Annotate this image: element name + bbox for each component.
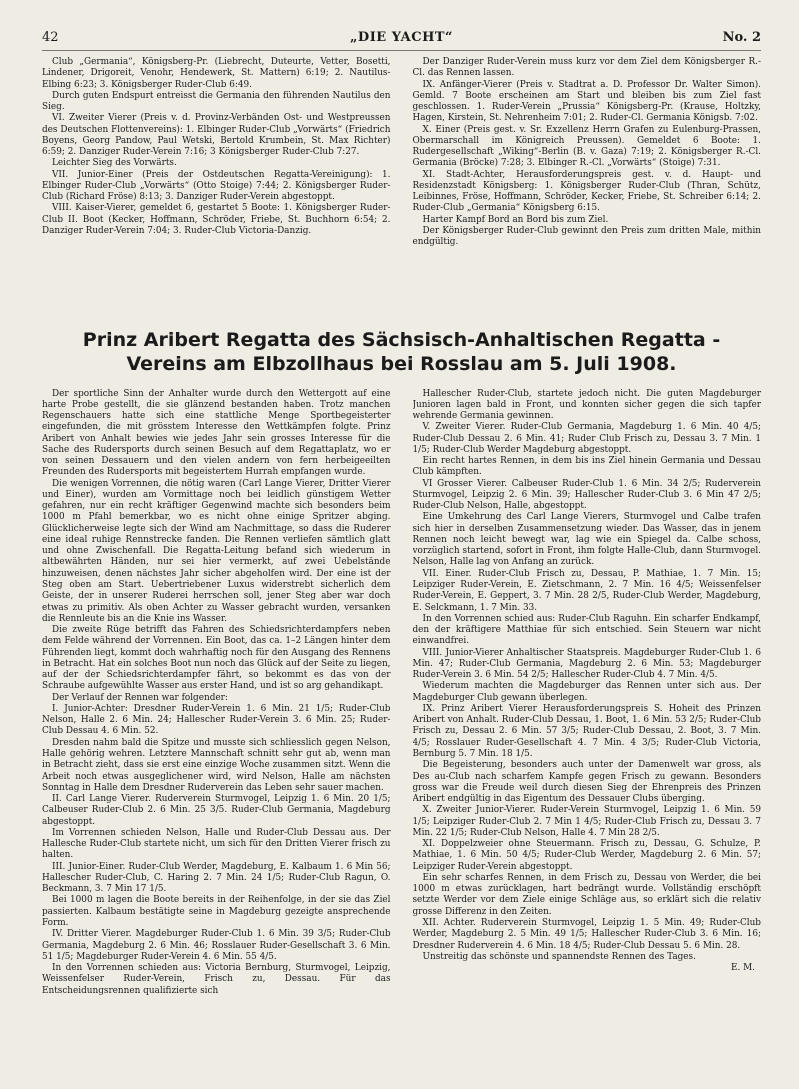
issue-number: No. 2 — [722, 30, 761, 45]
paragraph: Wiederum machten die Magdeburger das Rennen unter sich aus. Der Magdeburger Club gewann überlegen. — [412, 681, 761, 703]
paragraph: Club „Germania“, Königsberg-Pr. (Liebrecht, Duteurte, Vetter, Bosetti, Lindener, Drigoreit, Venohr, Hendewerk, St. Mattern) 6:19; 2. Nautilus-Elbing 6:23; 3. Königsberger Ruder-Club 6:49. — [42, 57, 391, 90]
paragraph: Durch guten Endspurt entreisst die Germania den führenden Nautilus den Sieg. — [42, 90, 391, 113]
page-header — [42, 28, 761, 51]
bottom-right-column — [413, 389, 762, 1089]
paragraph: VI Grosser Vierer. Calbeuser Ruder-Club 1. 6 Min. 34 2/5; Ruderverein Sturmvogel, Leipzig 2. 6 Min. 39; Hallescher Ruder-Club 3. 6 Min 47 2/5; Ruder-Club Nelson, Halle, abgestoppt. — [412, 478, 761, 512]
paragraph: Die zweite Rüge betrifft das Fahren des Schiedsrichterdampfers neben dem Felde während der Vorrennen. Ein Boot, das ca. 1–2 Längen hinter dem Führenden liegt, kommt doch wahrhaftig noch für den Ausgang des Rennens in Betracht. Hat ein solches Boot nun noch das Glück auf der Seite zu liegen, auf der der Schiedsrichterdampfer fährt, so bekommt es das von der Schraube aufgewühlte Wasser aus erster Hand, und ist so arg gehandikapt. — [42, 625, 391, 692]
top-right-column — [413, 57, 762, 315]
paragraph: Der Verlauf der Rennen war folgender: — [52, 692, 228, 703]
paragraph: I. Junior-Achter: Dresdner Ruder-Verein 1. 6 Min. 21 1/5; Ruder-Club Nelson, Halle 2. 6 Min. 24; Hallescher Ruder-Verein 3. 6 Min. 25; Ruder-Club Dessau 4. 6 Min. 52. — [42, 703, 391, 737]
paragraph: VII. Junior-Einer (Preis der Ostdeutschen Regatta-Vereinigung): 1. Elbinger Ruder-Club „Vorwärts“ (Otto Stoige) 7:44; 2. Königsberger Ruder-Club (Richard Fröse) 8:13; 3. Danziger Ruder-Verein abgestoppt. — [42, 169, 391, 203]
paragraph: In den Vorrennen schied aus: Ruder-Club Raguhn. Ein scharfer Endkampf, den der kräftigere Matthiae für sich entschied. Sein Steuern war nicht einwandfrei. — [412, 613, 761, 647]
paragraph: XI. Doppelzweier ohne Steuermann. Frisch zu, Dessau, G. Schulze, P. Mathiae, 1. 6 Min. 50 4/5; Ruder-Club Werder, Magdeburg 2. 6 Min. 57; Leipziger Ruder-Verein abgestoppt. — [412, 839, 761, 872]
paragraph: Dresden nahm bald die Spitze und musste sich schliesslich gegen Nelson, Halle gehörig wehren. Letztere Mannschaft schnitt sehr gut ab, wenn man in Betracht zieht, dass sie erst eine einzige Woche zusammen sitzt. Wenn die Arbeit noch etwas ausgeglichener wird, wird Nelson, Halle am nächsten Sonntag in Halle dem Dresdner Ruderverein das Leben sehr sauer machen. — [42, 737, 391, 793]
page-number: 42 — [42, 30, 59, 45]
bottom-left-column — [42, 389, 391, 1089]
magazine-title: „DIE YACHT“ — [349, 30, 454, 45]
paragraph: Bei 1000 m lagen die Boote bereits in der Reihenfolge, in der sie das Ziel passierten. Kalbaum bestätigte seine in Magdeburg gezeigte ansprechende Form. — [42, 895, 391, 928]
article-headline: Prinz Aribert Regatta des Sächsisch-Anhaltischen Regatta - Vereins am Elbzollhaus bei Rosslau am 5. Juli 1908. — [82, 329, 721, 375]
paragraph: Im Vorrennen schieden Nelson, Halle und Ruder-Club Dessau aus. Der Hallesche Ruder-Club startete nicht, um sich für den Dritten Vierer frisch zu halten. — [42, 827, 391, 861]
paragraph: Hallescher Ruder-Club, startete jedoch nicht. Die guten Magdeburger Junioren lagen bald in Front, und konnten sicher gegen die sich tapfer wehrende Germania gewinnen. — [412, 388, 761, 422]
paragraph: Der sportliche Sinn der Anhalter wurde durch den Wettergott auf eine harte Probe gestellt, die sie glänzend bestanden haben. Trotz manchen Regenschauers hatte sich eine stattliche Menge Sportbegeisterter eingefunden, die mit grösstem Interesse den Wettkämpfen folgte. Prinz Aribert von Anhalt bewies wie jedes Jahr sein grosses Interesse für die Sache des Rudersports durch seinen Besuch auf dem Regattaplatz, wo er von seinen Dessauern und den vielen andern von fern herbeigeeilten Freunden des Rudersports mit begeistertem Hurrah empfangen wurde. — [42, 388, 391, 478]
paragraph: VII. Einer. Ruder-Club Frisch zu, Dessau, P. Mathiae, 1. 7 Min. 15; Leipziger Ruder-Verein, E. Zietschmann, 2. 7 Min. 16 4/5; Weissenfelser Ruder-Verein, E. Geppert, 3. 7 Min. 28 2/5, Ruder-Club Werder, Magdeburg, E. Selckmann, 1. 7 Min. 33. — [412, 568, 761, 613]
paragraph: II. Carl Lange Vierer. Ruderverein Sturmvogel, Leipzig 1. 6 Min. 20 1/5; Calbeuser Ruder-Club 2. 6 Min. 25 3/5. Ruder-Club Germania, Magdeburg abgestoppt. — [42, 794, 391, 827]
paragraph: XII. Achter. Ruderverein Sturmvogel, Leipzig 1. 5 Min. 49; Ruder-Club Werder, Magdeburg 2. 5 Min. 49 1/5; Hallescher Ruder-Club 3. 6 Min. 16; Dresdner Ruderverein 4. 6 Min. 18 4/5; Ruder-Club Dessau 5. 6 Min. 28. — [412, 917, 761, 951]
paragraph: X. Einer (Preis gest. v. Sr. Exzellenz Herrn Grafen zu Eulenburg-Prassen, Obermarschall im Königreich Preussen). Gemeldet 6 Boote: 1. Rudergesellschaft „Wiking“-Berlin (B. v. Gaza) 7:19; 2. Königsberger R.-Cl. Germania (Bröcke) 7:28; 3. Elbinger R.-Cl. „Vorwärts“ (Stoige) 7:31. — [412, 124, 761, 169]
paragraph: V. Zweiter Vierer. Ruder-Club Germania, Magdeburg 1. 6 Min. 40 4/5; Ruder-Club Dessau 2. 6 Min. 41; Ruder Club Frisch zu, Dessau 3. 7 Min. 1 1/5; Ruder-Club Werder Magdeburg abgestoppt. — [412, 422, 761, 455]
author-signature: E. M. — [730, 963, 755, 974]
paragraph: IX. Anfänger-Vierer (Preis v. Stadtrat a. D. Professor Dr. Walter Simon). Gemld. 7 Boote erscheinen am Start und bleiben bis zum Ziel fast geschlossen. 1. Ruder-Verein „Prussia“ Königsberg-Pr. (Krause, Holtzky, Hagen, Kirstein, St. Nehrenheim 7:01; 2. Ruder-Cl. Germania Königsb. 7:02. — [412, 79, 761, 124]
paragraph: Der Königsberger Ruder-Club gewinnt den Preis zum dritten Male, mithin endgültig. — [412, 225, 761, 248]
paragraph: VIII. Kaiser-Vierer, gemeldet 6, gestartet 5 Boote: 1. Königsberger Ruder-Club II. Boot (Kecker, Hoffmann, Schröder, Friebe, St. Buchhorn 6:54; 2. Danziger Ruder-Verein 7:04; 3. Ruder-Club Victoria-Danzig. — [42, 203, 391, 236]
paragraph: Leichter Sieg des Vorwärts. — [52, 158, 177, 169]
paragraph: IV. Dritter Vierer. Magdeburger Ruder-Club 1. 6 Min. 39 3/5; Ruder-Club Germania, Magdeburg 2. 6 Min. 46; Rosslauer Ruder-Gesellschaft 3. 6 Min. 51 1/5; Magdeburger Ruder-Verein 4. 6 Min. 55 4/5. — [42, 929, 391, 962]
paragraph: In den Vorrennen schieden aus: Victoria Bernburg, Sturmvogel, Leipzig, Weissenfelser Ruder-Verein, Frisch zu, Dessau. Für das Entscheidungsrennen qualifizierte sich — [42, 963, 391, 996]
paragraph: VI. Zweiter Vierer (Preis v. d. Provinz-Verbänden Ost- und Westpreussen des Deutschen Flottenvereins): 1. Elbinger Ruder-Club „Vorwärts“ (Friedrich Boyens, Georg Pandow, Paul Wetski, Bertold Krumbein, St. Max Richter) 6:59; 2. Danziger Ruder-Verein 7:16; 3 Königsberger Ruder-Club 7:27. — [42, 113, 391, 158]
top-section — [42, 57, 761, 315]
paragraph: X. Zweiter Junior-Vierer. Ruder-Verein Sturmvogel, Leipzig 1. 6 Min. 59 1/5; Leipziger Ruder-Club 2. 7 Min 1 4/5; Ruder-Club Frisch zu, Dessau 3. 7 Min. 22 1/5; Ruder-Club Nelson, Halle 4. 7 Min 28 2/5. — [412, 805, 761, 838]
paragraph: XI. Stadt-Achter, Herausforderungspreis gest. v. d. Haupt- und Residenzstadt Königsberg: 1. Königsberger Ruder-Club (Thran, Schütz, Leibinnes, Fröse, Hoffmann, Schröder, Kecker, Friebe, St. Schreiber 6:14; 2. Ruder-Club „Germania“ Königsberg 6:15. — [412, 169, 761, 214]
paragraph: Die wenigen Vorrennen, die nötig waren (Carl Lange Vierer, Dritter Vierer und Einer), wurden am Vormittage noch bei leidlich günstigem Wetter gefahren, nur ein recht kräftiger Gegenwind machte sich besonders beim 1000 m Pfahl bemerkbar, wo es nicht ohne einige Spritzer abging. Glücklicherweise legte sich der Wind am Nachmittage, so dass die Ruderer eine ideal ruhige Rennstrecke fanden. Die Rennen verliefen sämtlich glatt und ohne Zwischenfall. Die Regatta-Leitung befand sich wiederum in altbewährten Händen, nur sei hier vermerkt, auf zwei Uebelstände hinzuweisen, denen nächstes Jahr sicher abgeholfen wird. Der eine ist der Steg oben am Start. Uebertriebener Luxus widerstrebt sicherlich dem Geiste, der in unserer Ruderei herrschen soll, jener Steg aber war doch etwas zu primitiv. Als oben Achter zu Wasser gebracht wurden, versanken die Rennleute bis an die Knie ins Wasser. — [42, 478, 391, 624]
paragraph: Harter Kampf Bord an Bord bis zum Ziel. — [422, 214, 609, 225]
paragraph: Unstreitig das schönste und spannendste Rennen des Tages. — [422, 951, 696, 962]
paragraph: Ein recht hartes Rennen, in dem bis ins Ziel hinein Germania und Dessau Club kämpften. — [412, 456, 761, 478]
paragraph: III. Junior-Einer. Ruder-Club Werder, Magdeburg, E. Kalbaum 1. 6 Min 56; Hallescher Ruder-Club, C. Haring 2. 7 Min. 24 1/5; Ruder-Club Ragun, O. Beckmann, 3. 7 Min 17 1/5. — [42, 861, 391, 895]
paragraph: Eine Umkehrung des Carl Lange Vierers, Sturmvogel und Calbe trafen sich hier in derselben Zusammensetzung wieder. Das Wasser, das in jenem Rennen noch leicht bewegt war, lag wie ein Spiegel da. Calbe schoss, vorzüglich startend, sofort in Front, ihm folgte Halle-Club, dann Sturmvogel. Nelson, Halle lag von Anfang an zurück. — [412, 512, 761, 568]
paragraph: VIII. Junior-Vierer Anhaltischer Staatspreis. Magdeburger Ruder-Club 1. 6 Min. 47; Ruder-Club Germania, Magdeburg 2. 6 Min. 53; Magdeburger Ruder-Verein 3. 6 Min. 54 2/5; Hallescher Ruder-Club 4. 7 Min. 4/5. — [412, 647, 761, 681]
paragraph: Der Danziger Ruder-Verein muss kurz vor dem Ziel dem Königsberger R.-Cl. das Rennen lassen. — [412, 57, 761, 79]
top-left-column — [42, 57, 391, 315]
paragraph: IX. Prinz Aribert Vierer Herausforderungspreis S. Hoheit des Prinzen Aribert von Anhalt. Ruder-Club Dessau, 1. Boot, 1. 6 Min. 53 2/5; Ruder-Club Frisch zu, Dessau 2. 6 Min. 57 3/5; Ruder-Club Dessau, 2. Boot, 3. 7 Min. 4/5; Rosslauer Ruder-Gesellschaft 4. 7 Min. 4 3/5; Ruder-Club Victoria, Bernburg 5. 7 Min. 18 1/5. — [412, 703, 761, 759]
paragraph: Ein sehr scharfes Rennen, in dem Frisch zu, Dessau von Werder, die bei 1000 m etwas zurücklagen, hart bedrängt wurde. Vollständig erschöpft setzte Werder vor dem Ziele einige Schläge aus, so erklärt sich die relativ grosse Differenz in den Zeiten. — [412, 872, 761, 917]
article-body — [42, 389, 761, 1089]
paragraph: Die Begeisterung, besonders auch unter der Damenwelt war gross, als Des au-Club nach scharfem Kampfe gegen Frisch zu gewann. Besonders gross war die Freude weil durch diesen Sieg der Ehrenpreis des Prinzen Aribert endgültig in das Eigentum des Dessauer Clubs überging. — [412, 760, 761, 805]
